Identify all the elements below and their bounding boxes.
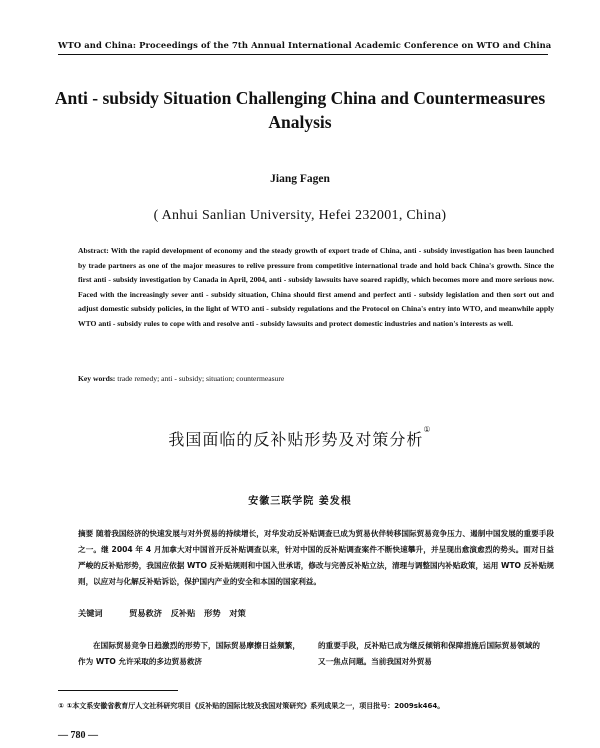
- affiliation-en: ( Anhui Sanlian University, Hefei 232001, China): [153, 208, 447, 223]
- keywords-en-label: Key words:: [78, 374, 116, 383]
- keywords-cn: [78, 608, 554, 619]
- author-cn: 安徽三联学院 姜发根: [248, 496, 352, 507]
- keywords-cn-label: 关键词: [78, 608, 103, 618]
- abstract-cn: [78, 526, 554, 590]
- title-cn-text: 我国面临的反补贴形势及对策分析: [168, 430, 424, 449]
- body-column-right: 的重要手段，反补贴已成为继反倾销和保障措施后国际贸易领域的又一焦点问题。当前我国对外贸易: [318, 641, 540, 666]
- abstract-en: [78, 244, 554, 332]
- abstract-en-label: Abstract:: [78, 246, 109, 255]
- footnote: ① ①本文系安徽省教育厅人文社科研究项目《反补贴的国际比较及我国对策研究》系列成果之一，项目批号：2009sk464。: [58, 702, 445, 710]
- footnote-rule: [58, 690, 178, 691]
- abstract-cn-text: 随着我国经济的快速发展与对外贸易的持续增长，对华发动反补贴调查已成为贸易伙伴转移国际贸易竞争压力、遏制中国发展的重要手段之一。继 2004 年 4 月加拿大对中国首开反补贴调查以来，针对中国的反补贴调查案件不断快速攀升，并呈现出愈演愈烈的势头。面对日益严峻的反补贴形势，我国应依据 WTO 反补贴规则和中国入世承诺，修改与完善反补贴立法，清理与调整国内补贴政策，运用 WTO 反补贴规则，以应对与化解反补贴诉讼，保护国内产业的安全和本国的国家利益。: [78, 529, 555, 586]
- running-header: WTO and China: Proceedings of the 7th Annual International Academic Conference on WTO and China: [58, 40, 552, 50]
- header-rule: [58, 54, 548, 55]
- title-cn: [0, 427, 600, 450]
- page-number: — 780 —: [58, 730, 98, 741]
- keywords-en: [78, 374, 554, 383]
- abstract-cn-label: 摘要: [78, 529, 94, 538]
- title-cn-footnote-mark: ①: [423, 425, 432, 434]
- keywords-en-text: trade remedy; anti - subsidy; situation; countermeasure: [115, 374, 285, 383]
- body-column-left: 在国际贸易竞争日趋激烈的形势下，国际贸易摩擦日益频繁，作为 WTO 允许采取的多边贸易救济: [78, 641, 300, 666]
- title-en: Anti - subsidy Situation Challenging China and Countermeasures Analysis: [54, 88, 546, 132]
- author-en: Jiang Fagen: [270, 173, 330, 185]
- abstract-en-text: With the rapid development of economy and the steady growth of export trade of China, anti - subsidy investigation has been launched by trade partners as one of the major measures to relive pressure from competitive international trade and hold back China's growth. Since the first anti - subsidy investigation by Canada in April, 2004, anti - subsidy lawsuits have soared rapidly, which becomes more and more serious now. Faced with the increasingly sever anti - subsidy situation, China should first amend and perfect anti - subsidy legislation and then sort out and adjust domestic subsidy policies, in the light of WTO anti - subsidy regulations and the Protocol on China's entry into WTO, and meanwhile apply WTO anti - subsidy rules to cope with and resolve anti - subsidy lawsuits and protect domestic industries and nation's interests as well.: [78, 246, 554, 328]
- keywords-cn-text: 贸易救济 反补贴 形势 对策: [129, 608, 246, 618]
